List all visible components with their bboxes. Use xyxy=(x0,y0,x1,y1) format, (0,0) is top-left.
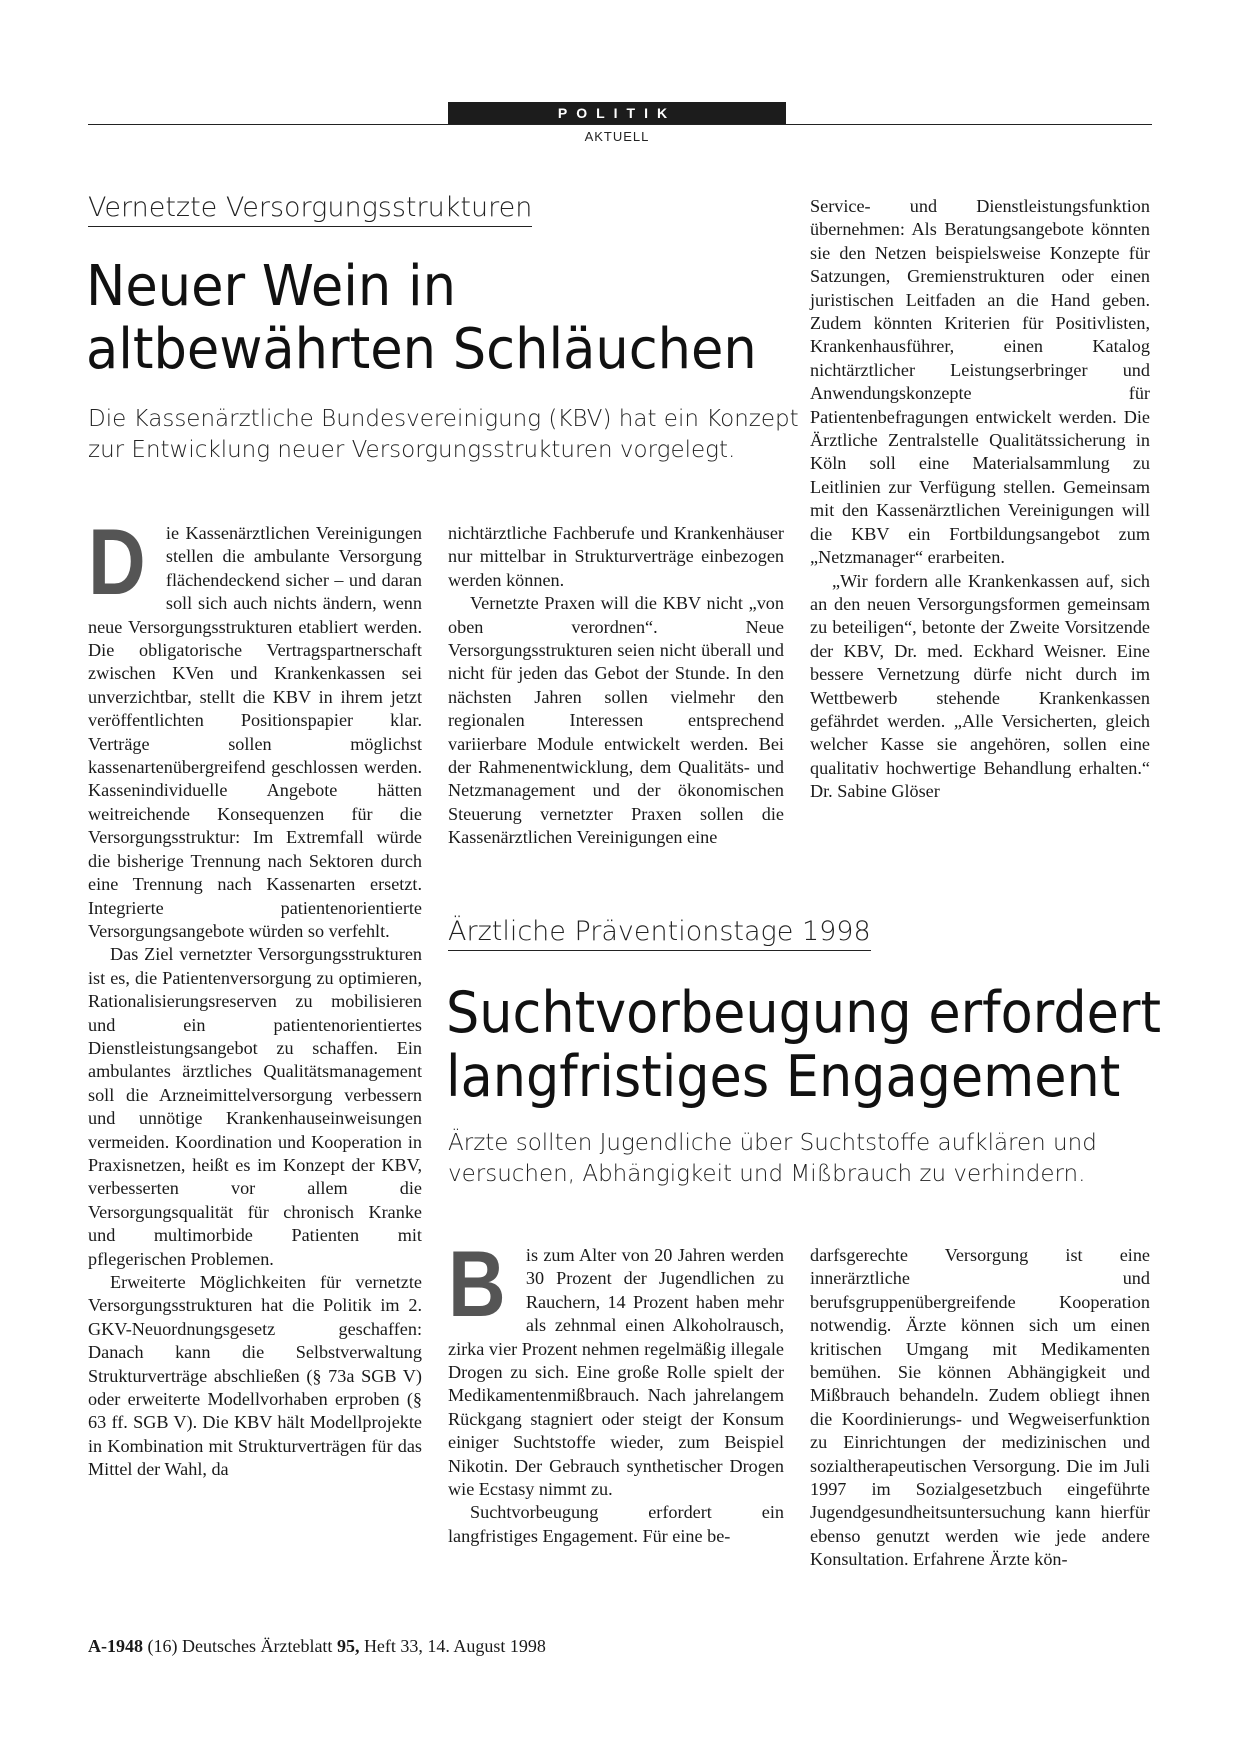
article1-paragraph: Service- und Dienstleistungsfunktion übernehmen: Als Beratungsangebote könnten sie den Netzen beispielsweise Konzepte für Satzungen, Gremienstrukturen oder einen juristischen Leitfaden an die Hand geben. Zudem könnten Kriterien für Positivlisten, Krankenhausführer, einen Katalog nichtärztlicher Leistungserbringer und Anwendungskonzepte für Patientenbefragungen entwickelt werden. Die Ärztliche Zentralstelle Qualitätssicherung in Köln soll eine Materialsammlung zu Leitlinien zur Verfügung stellen. Gemeinsam mit den Kassenärztlichen Vereinigungen will die KBV ein Fortbildungsangebot zum „Netzmanager“ erarbeiten. xyxy=(810,196,1150,568)
article2-dropcap: B xyxy=(448,1231,506,1336)
article1-paragraph: Das Ziel vernetzter Versorgungsstrukturen ist es, die Patientenversorgung zu optimieren, Rationalisierungsreserven zu mobilisieren und ein patientenorientiertes Dienstleistungsangebot zu schaffen. Ein ambulantes ärztliches Qualitätsmanagement soll die Arzneimittelversorgung verbessern und unnötige Krankenhauseinweisungen vermeiden. Koordination und Kooperation in Praxisnetzen, heißt es im Konzept der KBV, verbesserten vor allem die Versorgungsqualität für chronisch Kranke und multimorbide Patienten mit pflegerischen Problemen. xyxy=(88,944,422,1269)
header-rule xyxy=(88,124,1152,125)
article1-column-3 xyxy=(810,195,1150,804)
article2-kicker: Ärztliche Präventionstage 1998 xyxy=(448,916,871,951)
article1-paragraph: Erweiterte Möglichkeiten für vernetzte Versorgungsstrukturen hat die Politik im 2. GKV-Neuordnungsgesetz geschaffen: Danach kann die Selbstverwaltung Strukturverträge abschließen (§ 73a SGB V) oder erweiterte Modellvorhaben erproben (§ 63 ff. SGB V). Die KBV hält Modellprojekte in Kombination mit Strukturverträgen für das Mittel der Wahl, da xyxy=(88,1272,422,1480)
article1-headline-line: Neuer Wein in xyxy=(86,254,456,319)
article2-column-2 xyxy=(810,1244,1150,1572)
article2-lead xyxy=(448,1128,1097,1190)
article1-lead-line: Die Kassenärztliche Bundesvereinigung (KBV) hat ein Konzept xyxy=(88,406,799,432)
article2-paragraph: is zum Alter von 20 Jahren werden 30 Prozent der Jugendlichen zu Rauchern, 14 Prozent haben mehr als zehnmal einen Alkoholrausch, zirka vier Prozent nehmen regelmäßig illegale Drogen zu sich. Eine große Rolle spielt der Medikamentenmißbrauch. Nach jahrelangem Rückgang stagniert oder steigt der Konsum einiger Suchtstoffe wieder, zum Beispiel Nikotin. Der Gebrauch synthetischer Drogen wie Ecstasy nimmt zu. xyxy=(448,1245,784,1500)
footer-volume: 95, xyxy=(336,1636,360,1656)
article2-lead-line: versuchen, Abhängigkeit und Mißbrauch zu verhindern. xyxy=(448,1161,1086,1188)
article1-paragraph: nichtärztliche Fachberufe und Krankenhäuser nur mittelbar in Strukturverträge einbezogen werden können. xyxy=(448,523,784,590)
subsection-label: AKTUELL xyxy=(584,129,650,144)
article2-lead-line: Ärzte sollten Jugendliche über Suchtstoffe aufklären und xyxy=(448,1130,1097,1156)
article1-headline-line: altbewährten Schläuchen xyxy=(86,316,757,382)
article1-column-1 xyxy=(88,509,422,1482)
article2-paragraph: darfsgerechte Versorgung ist eine innerärztliche und berufsgruppenübergreifende Kooperation notwendig. Ärzte können sich um einen kritischen Umgang mit Medikamenten bemühen. Sie können Abhängigkeit und Mißbrauch behandeln. Zudem obliegt ihnen die Koordinierungs- und Wegweiserfunktion zu Einrichtungen der medizinischen und sozialtherapeutischen Versorgung. Die im Juli 1997 im Sozialgesetzbuch eingeführte Jugendgesundheitsuntersuchung kann hierfür ebenso genutzt werden wie jede andere Konsultation. Erfahrene Ärzte kön- xyxy=(810,1245,1150,1570)
article1-paragraph: ie Kassenärztlichen Vereinigungen stellen die ambulante Versorgung flächendeckend sicher – und daran soll sich auch nichts ändern, wenn neue Versorgungsstrukturen etabliert werden. Die obligatorische Vertragspartnerschaft zwischen KVen und Krankenkassen sei unverzichtbar, stellt die KBV in ihrem jetzt veröffentlichten Positionspapier klar. Verträge sollen möglichst kassenartenübergreifend geschlossen werden. Kassenindividuelle Angebote hätten weitreichende Konsequenzen für die Versorgungsstruktur: Im Extremfall würde die bisherige Trennung nach Sektoren durch eine Trennung nach Kassenarten ersetzt. Integrierte patientenorientierte Versorgungsangebote würden so verfehlt. xyxy=(88,523,422,941)
article1-paragraph: „Wir fordern alle Krankenkassen auf, sich an den neuen Versorgungsformen gemeinsam zu beteiligen“, betonte der Zweite Vorsitzende der KBV, Dr. med. Eckhard Weisner. Eine bessere Vernetzung dürfe nicht durch im Wettbewerb stehende Krankenkassen gefährdet werden. „Alle Versicherten, gleich welcher Kasse sie angehören, sollen eine qualitativ hochwertige Behandlung erhalten.“ Dr. Sabine Glöser xyxy=(810,570,1150,802)
footer-publication: (16) Deutsches Ärzteblatt xyxy=(147,1636,333,1656)
article2-column-1 xyxy=(448,1231,784,1548)
article1-dropcap: D xyxy=(88,509,146,614)
article1-column-2 xyxy=(448,522,784,850)
article1-paragraph: Vernetzte Praxen will die KBV nicht „von oben verordnen“. Neue Versorgungsstrukturen seien nicht überall und nicht für jeden das Gebot der Stunde. In den nächsten Jahren sollen vielmehr den regionalen Interessen entsprechend variierbare Module entwickelt werden. Bei der Rahmenentwicklung, dem Qualitäts- und Netzmanagement und der ökonomischen Steuerung vernetzter Praxen sollen die Kassenärztlichen Vereinigungen eine xyxy=(448,593,784,848)
article2-headline-line: Suchtvorbeugung erfordert xyxy=(446,980,1162,1046)
footer-issue: Heft 33, 14. August 1998 xyxy=(363,1636,546,1656)
section-label: POLITIK xyxy=(448,102,786,124)
page-footer xyxy=(88,1636,546,1657)
article1-headline xyxy=(86,256,757,381)
article1-kicker: Vernetzte Versorgungsstrukturen xyxy=(88,192,532,227)
article2-headline xyxy=(446,982,1161,1110)
page-code: A-1948 xyxy=(88,1636,143,1656)
article1-lead xyxy=(88,404,799,466)
article1-lead-line: zur Entwicklung neuer Versorgungsstrukturen vorgelegt. xyxy=(88,437,736,464)
article2-paragraph: Suchtvorbeugung erfordert ein langfristiges Engagement. Für eine be- xyxy=(448,1502,784,1546)
article2-headline-line: langfristiges Engagement xyxy=(446,1043,1121,1110)
